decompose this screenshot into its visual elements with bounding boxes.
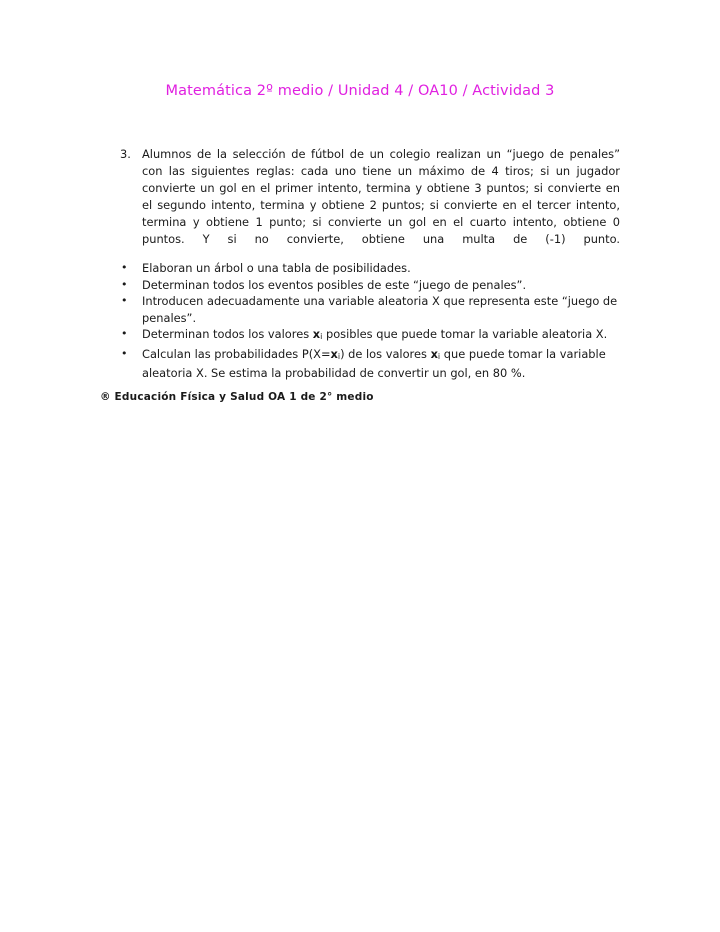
page-title: Matemática 2º medio / Unidad 4 / OA10 / Actividad 3 bbox=[165, 83, 555, 99]
bullet-icon: • bbox=[121, 261, 128, 274]
activity-line: puntos. Y si no convierte, obtiene una multa de (-1) punto. bbox=[142, 232, 620, 246]
list-item-text: Introducen adecuadamente una variable aleatoria X que representa este “juego de penales”. bbox=[142, 294, 618, 325]
bullet-icon: • bbox=[121, 277, 128, 291]
text-fragment: posibles que puede tomar la variable aleatoria X. bbox=[322, 327, 608, 341]
activity-line: termina y obtiene 1 punto; si convierte un gol en el cuarto intento, obtiene 0 bbox=[142, 215, 620, 229]
activity-line: con las siguientes reglas: cada uno tiene un máximo de 4 tiros; si un jugador bbox=[142, 164, 620, 178]
list-item bbox=[120, 326, 620, 346]
bullet-icon: • bbox=[121, 346, 128, 360]
list-item bbox=[120, 260, 620, 277]
list-item bbox=[120, 346, 620, 382]
list-item-text bbox=[142, 347, 606, 381]
bullet-icon: • bbox=[121, 327, 128, 340]
activity-line: Alumnos de la selección de fútbol de un colegio realizan un “juego de penales” bbox=[142, 147, 620, 161]
activity-line: el segundo intento, termina y obtiene 2 puntos; si convierte en el tercer intento, bbox=[142, 198, 620, 212]
subscript-i: i bbox=[437, 351, 441, 361]
list-item bbox=[120, 277, 620, 294]
subscript-i: i bbox=[320, 332, 323, 341]
activity-item bbox=[120, 146, 620, 248]
activity-line: convierte un gol en el primer intento, termina y obtiene 3 puntos; si convierte en bbox=[142, 181, 620, 195]
list-item bbox=[120, 293, 620, 326]
variable-x: x bbox=[330, 346, 338, 361]
text-fragment: que puede tomar la variable aleatoria X. Se estima la probabilidad de convertir un gol, en 80 %. bbox=[142, 346, 606, 380]
list-item-text: Determinan todos los eventos posibles de este “juego de penales”. bbox=[142, 277, 527, 292]
activity-statement bbox=[120, 146, 620, 248]
cross-curricular-note: ® Educación Física y Salud OA 1 de 2° medio bbox=[100, 391, 374, 403]
bullet-icon: • bbox=[121, 294, 128, 307]
task-list bbox=[120, 260, 620, 382]
text-fragment: Calculan las probabilidades P(X= bbox=[142, 346, 331, 361]
list-item-text: Elaboran un árbol o una tabla de posibilidades. bbox=[142, 261, 411, 275]
variable-x: x bbox=[430, 346, 438, 361]
activity-number: 3. bbox=[120, 147, 131, 161]
list-item-text bbox=[142, 327, 607, 341]
text-fragment: ) de los valores bbox=[340, 346, 431, 361]
text-fragment: Determinan todos los valores bbox=[142, 327, 313, 341]
variable-x: x bbox=[312, 327, 321, 341]
subscript-i: i bbox=[337, 351, 341, 361]
